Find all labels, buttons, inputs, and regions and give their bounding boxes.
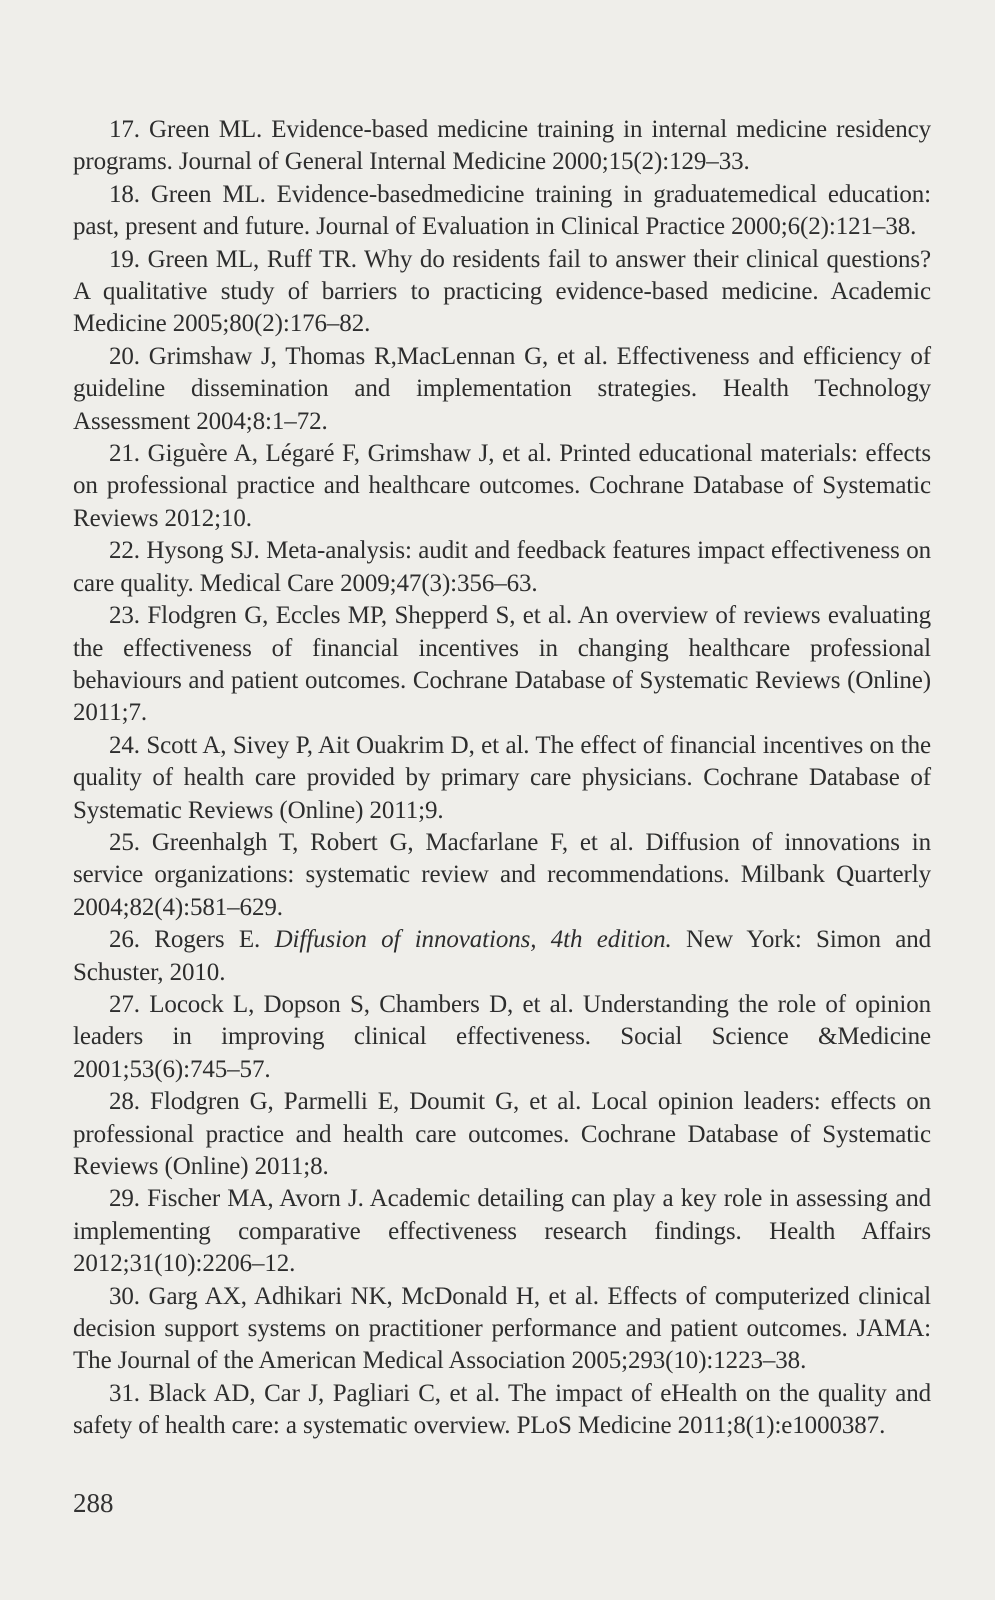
reference-23: 23. Flodgren G, Eccles MP, Shepperd S, et al. An overview of reviews evaluating the effectiveness of financial incentives in changing healthcare professional behaviours and patient outcomes. Cochrane Database of Systematic Reviews (Online) 2011;7. [73, 602, 931, 727]
reference-list [73, 114, 931, 1443]
reference-18: 18. Green ML. Evidence-basedmedicine training in graduatemedical education: past, present and future. Journal of Evaluation in Clinical Practice 2000;6(2):121–38. [73, 180, 931, 241]
reference-19: 19. Green ML, Ruff TR. Why do residents fail to answer their clinical questions? A qualitative study of barriers to practicing evidence-based medicine. Academic Medicine 2005;80(2):176–82. [73, 245, 931, 338]
reference-24: 24. Scott A, Sivey P, Ait Ouakrim D, et al. The effect of financial incentives on the quality of health care provided by primary care physicians. Cochrane Database of Systematic Reviews (Online) 2011;9. [73, 731, 931, 824]
reference-27: 27. Locock L, Dopson S, Chambers D, et al. Understanding the role of opinion leaders in improving clinical effectiveness. Social Science &Medicine 2001;53(6):745–57. [73, 990, 931, 1083]
reference-22: 22. Hysong SJ. Meta-analysis: audit and feedback features impact effectiveness on care quality. Medical Care 2009;47(3):356–63. [73, 537, 931, 597]
reference-31: 31. Black AD, Car J, Pagliari C, et al. The impact of eHealth on the quality and safety of health care: a systematic overview. PLoS Medicine 2011;8(1):e1000387. [73, 1379, 931, 1440]
reference-25: 25. Greenhalgh T, Robert G, Macfarlane F, et al. Diffusion of innovations in service organizations: systematic review and recommendations. Milbank Quarterly 2004;82(4):581–629. [73, 828, 931, 921]
reference-28: 28. Flodgren G, Parmelli E, Doumit G, et al. Local opinion leaders: effects on professional practice and health care outcomes. Cochrane Database of Systematic Reviews (Online) 2011;8. [73, 1088, 931, 1180]
reference-29: 29. Fischer MA, Avorn J. Academic detailing can play a key role in assessing and implementing comparative effectiveness research findings. Health Affairs 2012;31(10):2206–12. [73, 1185, 931, 1278]
reference-17: 17. Green ML. Evidence-based medicine training in internal medicine residency programs. Journal of General Internal Medicine 2000;15(2):129–33. [73, 116, 931, 176]
reference-26-book-title: Diffusion of innovations, 4th edition. [274, 926, 672, 954]
reference-26 [73, 924, 931, 989]
reference-20: 20. Grimshaw J, Thomas R,MacLennan G, et al. Effectiveness and efficiency of guideline dissemination and implementation strategies. Health Technology Assessment 2004;8:1–72. [73, 342, 931, 435]
reference-26-publisher: New York: Simon and Schuster, 2010. [73, 926, 931, 986]
reference-21: 21. Giguère A, Légaré F, Grimshaw J, et al. Printed educational materials: effects on professional practice and healthcare outcomes. Cochrane Database of Systematic Reviews 2012;10. [73, 440, 931, 532]
page-number: 288 [73, 1488, 114, 1518]
reference-26-authors: 26. Rogers E. [109, 926, 275, 954]
reference-30: 30. Garg AX, Adhikari NK, McDonald H, et al. Effects of computerized clinical decision support systems on practitioner performance and patient outcomes. JAMA: The Journal of the American Medical Association 2005;293(10):1223–38. [73, 1282, 931, 1375]
